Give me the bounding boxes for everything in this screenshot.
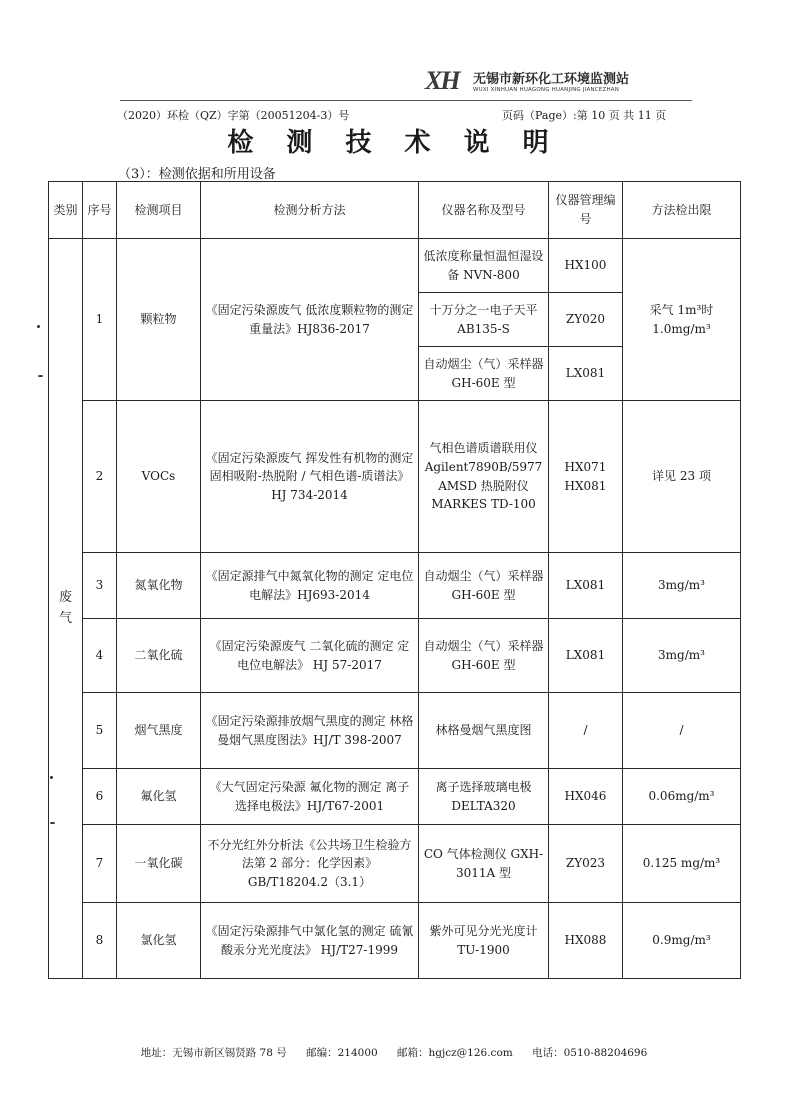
header-instrument: 仪器名称及型号 [419,182,549,239]
table-header-row [49,182,741,239]
table-row [49,401,741,553]
mgmt-no-cell: ZY023 [549,825,623,903]
header-limit: 方法检出限 [623,182,741,239]
footer-email: 邮箱：hgjcz@126.com [397,1047,513,1059]
footer-phone: 电话：0510-88204696 [532,1047,648,1059]
table-row [49,619,741,693]
footer-contact [0,1045,788,1060]
mgmt-no-cell: HX100 [549,239,623,293]
instrument-cell: 气相色谱质谱联用仪 Agilent7890B/5977 AMSD 热脱附仪 MARKES TD-100 [419,401,549,553]
header-mgmt-no: 仪器管理编号 [549,182,623,239]
table-row [49,903,741,979]
item-cell: 烟气黑度 [117,693,201,769]
method-cell: 《固定污染源废气 挥发性有机物的测定 固相吸附-热脱附 / 气相色谱-质谱法》 HJ 734-2014 [201,401,419,553]
table-row [49,693,741,769]
instrument-cell: 紫外可见分光光度计 TU-1900 [419,903,549,979]
method-cell: 《固定污染源废气 低浓度颗粒物的测定 重量法》HJ836-2017 [201,239,419,401]
mgmt-no-cell: HX088 [549,903,623,979]
instrument-cell: 低浓度称量恒温恒湿设备 NVN-800 [419,239,549,293]
seq-cell: 8 [83,903,117,979]
limit-cell: / [623,693,741,769]
header-category: 类别 [49,182,83,239]
header-seq: 序号 [83,182,117,239]
station-logo [425,66,675,100]
seq-cell: 3 [83,553,117,619]
mgmt-no-cell: HX071 HX081 [549,401,623,553]
seq-cell: 1 [83,239,117,401]
limit-cell: 采气 1m³时 1.0mg/m³ [623,239,741,401]
mgmt-no-cell: ZY020 [549,293,623,347]
logo-mark: XH [425,66,459,95]
station-name-cn: 无锡市新环化工环境监测站 [473,72,630,87]
instrument-cell: 十万分之一电子天平 AB135-S [419,293,549,347]
table-row [49,825,741,903]
instrument-cell: 自动烟尘（气）采样器 GH-60E 型 [419,553,549,619]
scan-speck [50,822,55,824]
item-cell: 二氧化硫 [117,619,201,693]
scan-speck [38,375,43,377]
item-cell: 颗粒物 [117,239,201,401]
item-cell: VOCs [117,401,201,553]
seq-cell: 6 [83,769,117,825]
item-cell: 氯化氢 [117,903,201,979]
seq-cell: 5 [83,693,117,769]
scan-speck [50,776,53,779]
method-cell: 《固定污染源废气 二氧化硫的测定 定电位电解法》 HJ 57-2017 [201,619,419,693]
method-cell: 《固定污染源排气中氯化氢的测定 硫氰酸汞分光光度法》 HJ/T27-1999 [201,903,419,979]
mgmt-no-cell: / [549,693,623,769]
seq-cell: 7 [83,825,117,903]
page-info: 页码（Page）:第 10 页 共 11 页 [502,109,667,122]
mgmt-no-cell: HX046 [549,769,623,825]
header-method: 检测分析方法 [201,182,419,239]
method-cell: 《固定源排气中氮氧化物的测定 定电位电解法》HJ693-2014 [201,553,419,619]
instrument-cell: CO 气体检测仪 GXH-3011A 型 [419,825,549,903]
mgmt-no-cell: LX081 [549,553,623,619]
category-cell: 废气 [49,239,83,979]
instrument-cell: 林格曼烟气黑度图 [419,693,549,769]
station-name-en: WUXI XINHUAN HUAGONG HUANJING JIANCEZHAN [473,87,620,93]
method-cell: 《固定污染源排放烟气黑度的测定 林格曼烟气黑度图法》HJ/T 398-2007 [201,693,419,769]
page-title: 检 测 技 术 说 明 [227,128,561,158]
mgmt-no-cell: LX081 [549,619,623,693]
item-cell: 氮氧化物 [117,553,201,619]
seq-cell: 2 [83,401,117,553]
document-number: （2020）环检（QZ）字第（20051204-3）号 [117,109,350,122]
seq-cell: 4 [83,619,117,693]
methods-equipment-table [48,181,741,979]
footer-address: 地址：无锡市新区锡贤路 78 号 [140,1047,287,1059]
header-divider [120,100,692,101]
mgmt-no-cell: LX081 [549,347,623,401]
limit-cell: 3mg/m³ [623,619,741,693]
table-row [49,239,741,293]
instrument-cell: 离子选择玻璃电极 DELTA320 [419,769,549,825]
limit-cell: 0.9mg/m³ [623,903,741,979]
scan-speck [37,325,40,328]
instrument-cell: 自动烟尘（气）采样器 GH-60E 型 [419,347,549,401]
limit-cell: 0.06mg/m³ [623,769,741,825]
instrument-cell: 自动烟尘（气）采样器 GH-60E 型 [419,619,549,693]
item-cell: 氟化氢 [117,769,201,825]
footer-postcode: 邮编：214000 [306,1047,378,1059]
table-row [49,769,741,825]
header-item: 检测项目 [117,182,201,239]
table-row [49,553,741,619]
section-heading: （3）：检测依据和所用设备 [118,167,276,182]
item-cell: 一氧化碳 [117,825,201,903]
limit-cell: 0.125 mg/m³ [623,825,741,903]
limit-cell: 3mg/m³ [623,553,741,619]
method-cell: 《大气固定污染源 氟化物的测定 离子选择电极法》HJ/T67-2001 [201,769,419,825]
method-cell: 不分光红外分析法《公共场卫生检验方法第 2 部分：化学因素》 GB/T18204.2（3.1） [201,825,419,903]
limit-cell: 详见 23 项 [623,401,741,553]
